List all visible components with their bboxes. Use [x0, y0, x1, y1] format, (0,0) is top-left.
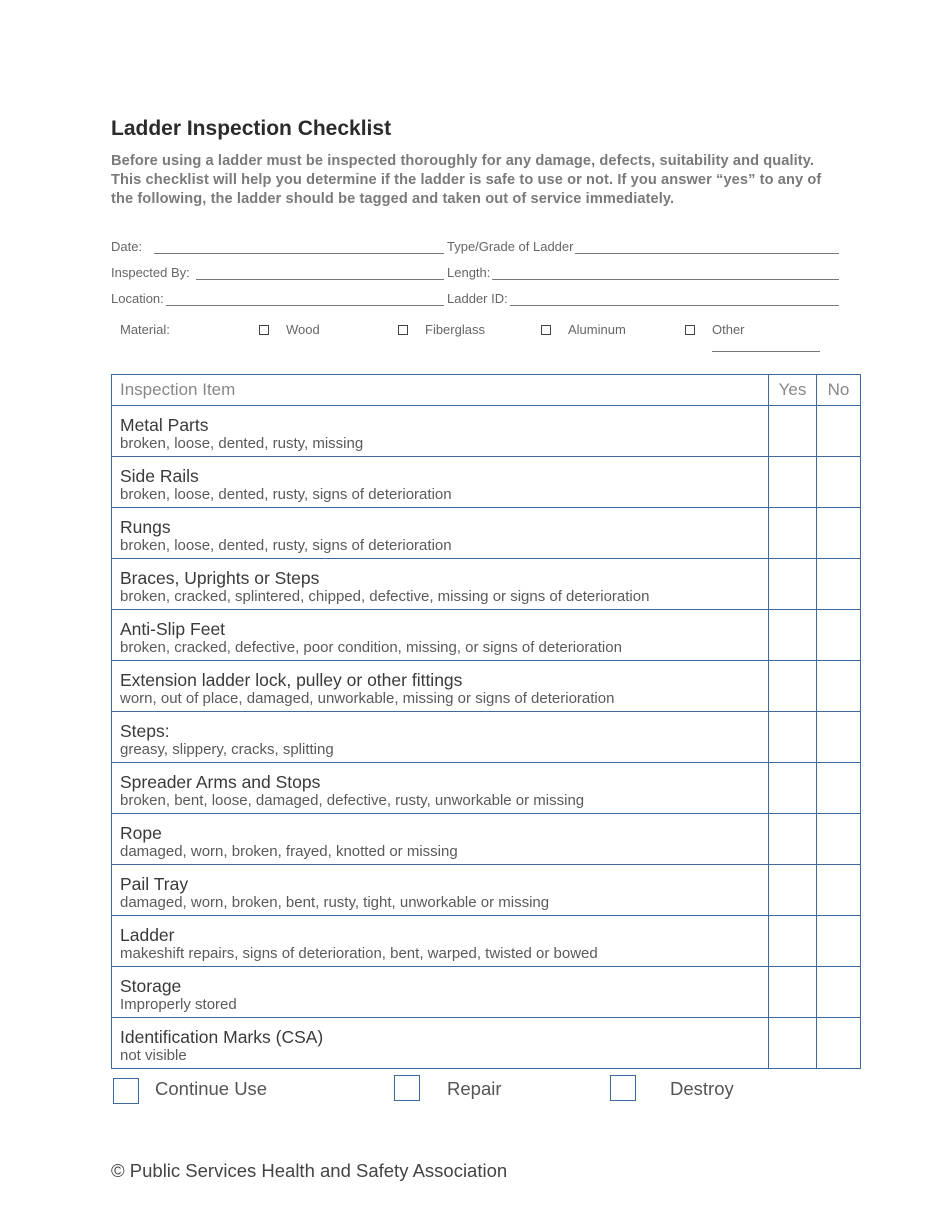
inspection-item-desc: damaged, worn, broken, frayed, knotted or missing	[120, 843, 458, 860]
inspection-item-desc: damaged, worn, broken, bent, rusty, tight, unworkable or missing	[120, 894, 550, 911]
no-cell[interactable]	[817, 763, 861, 814]
inspection-item-desc: broken, cracked, defective, poor condition, missing, or signs of deterioration	[120, 639, 622, 656]
no-cell[interactable]	[817, 712, 861, 763]
no-cell[interactable]	[817, 967, 861, 1018]
field-row-2	[111, 262, 839, 282]
inspection-item-name: Spreader Arms and Stops	[120, 772, 321, 792]
yes-cell[interactable]	[769, 457, 817, 508]
table-row	[112, 1018, 861, 1069]
yes-cell[interactable]	[769, 916, 817, 967]
date-field[interactable]	[111, 236, 444, 254]
location-label: Location:	[111, 291, 164, 306]
location-field[interactable]	[111, 288, 444, 306]
inspection-item-desc: makeshift repairs, signs of deterioration, bent, warped, twisted or bowed	[120, 945, 598, 962]
continue-use-label: Continue Use	[155, 1078, 268, 1099]
other-line[interactable]	[712, 351, 820, 352]
footer-copyright: © Public Services Health and Safety Association	[111, 1160, 508, 1181]
header-inspection-item: Inspection Item	[112, 375, 769, 406]
date-label: Date:	[111, 239, 143, 254]
fiberglass-checkbox[interactable]	[398, 325, 408, 335]
inspection-item-cell	[112, 865, 769, 916]
action-row	[113, 1075, 773, 1105]
inspection-item-name: Side Rails	[120, 466, 199, 486]
no-cell[interactable]	[817, 1018, 861, 1069]
inspection-item-name: Rungs	[120, 517, 171, 537]
yes-cell[interactable]	[769, 610, 817, 661]
table-row	[112, 610, 861, 661]
no-cell[interactable]	[817, 508, 861, 559]
table-header-row	[112, 375, 861, 406]
type-grade-label: Type/Grade of Ladder	[447, 239, 574, 254]
inspection-item-desc: not visible	[120, 1047, 187, 1064]
no-cell[interactable]	[817, 559, 861, 610]
type-grade-line[interactable]	[575, 239, 839, 254]
material-option-fiberglass[interactable]	[398, 322, 485, 337]
table-row	[112, 916, 861, 967]
table-row	[112, 457, 861, 508]
length-line[interactable]	[492, 265, 839, 280]
inspection-item-desc: broken, loose, dented, rusty, missing	[120, 435, 364, 452]
table-row	[112, 967, 861, 1018]
inspection-item-desc: greasy, slippery, cracks, splitting	[120, 741, 334, 758]
other-label: Other	[712, 322, 745, 337]
inspection-item-name: Rope	[120, 823, 162, 843]
inspection-item-cell	[112, 1018, 769, 1069]
inspection-item-name: Identification Marks (CSA)	[120, 1027, 324, 1047]
inspection-item-name: Metal Parts	[120, 415, 209, 435]
location-line[interactable]	[166, 291, 444, 306]
inspection-item-cell	[112, 712, 769, 763]
ladder-id-field[interactable]	[447, 288, 839, 306]
length-label: Length:	[447, 265, 491, 280]
fiberglass-label: Fiberglass	[425, 322, 485, 337]
destroy-label: Destroy	[670, 1078, 734, 1099]
no-cell[interactable]	[817, 916, 861, 967]
inspection-item-name: Pail Tray	[120, 874, 189, 894]
ladder-id-label: Ladder ID:	[447, 291, 508, 306]
aluminum-label: Aluminum	[568, 322, 626, 337]
inspection-item-desc: Improperly stored	[120, 996, 237, 1013]
other-checkbox[interactable]	[685, 325, 695, 335]
inspection-item-cell	[112, 559, 769, 610]
yes-cell[interactable]	[769, 814, 817, 865]
yes-cell[interactable]	[769, 763, 817, 814]
inspected-by-line[interactable]	[196, 265, 444, 280]
yes-cell[interactable]	[769, 967, 817, 1018]
inspection-item-cell	[112, 763, 769, 814]
repair-checkbox[interactable]	[394, 1075, 420, 1101]
destroy-checkbox[interactable]	[610, 1075, 636, 1101]
length-field[interactable]	[447, 262, 839, 280]
inspection-item-cell	[112, 406, 769, 457]
material-row	[120, 322, 840, 358]
inspected-by-field[interactable]	[111, 262, 444, 280]
material-option-aluminum[interactable]	[541, 322, 626, 337]
aluminum-checkbox[interactable]	[541, 325, 551, 335]
header-yes: Yes	[769, 375, 817, 406]
yes-cell[interactable]	[769, 406, 817, 457]
no-cell[interactable]	[817, 661, 861, 712]
material-option-wood[interactable]	[259, 322, 320, 337]
table-row	[112, 763, 861, 814]
table-row	[112, 508, 861, 559]
yes-cell[interactable]	[769, 661, 817, 712]
inspection-item-name: Storage	[120, 976, 182, 996]
inspection-item-name: Braces, Uprights or Steps	[120, 568, 320, 588]
wood-checkbox[interactable]	[259, 325, 269, 335]
yes-cell[interactable]	[769, 1018, 817, 1069]
no-cell[interactable]	[817, 610, 861, 661]
inspection-item-cell	[112, 508, 769, 559]
header-no: No	[817, 375, 861, 406]
type-grade-field[interactable]	[447, 236, 839, 254]
repair-label: Repair	[447, 1078, 502, 1099]
yes-cell[interactable]	[769, 865, 817, 916]
inspection-item-cell	[112, 814, 769, 865]
inspection-item-cell	[112, 661, 769, 712]
material-label: Material:	[120, 322, 170, 337]
inspection-item-name: Extension ladder lock, pulley or other fittings	[120, 670, 463, 690]
field-row-1	[111, 236, 839, 256]
wood-label: Wood	[286, 322, 320, 337]
table-row	[112, 865, 861, 916]
inspection-item-cell	[112, 967, 769, 1018]
yes-cell[interactable]	[769, 508, 817, 559]
page-title: Ladder Inspection Checklist	[111, 117, 392, 140]
ladder-id-line[interactable]	[510, 291, 839, 306]
inspection-item-name: Anti-Slip Feet	[120, 619, 226, 639]
inspection-item-desc: broken, loose, dented, rusty, signs of deterioration	[120, 537, 452, 554]
yes-cell[interactable]	[769, 559, 817, 610]
inspection-item-name: Steps:	[120, 721, 170, 741]
inspection-item-name: Ladder	[120, 925, 175, 945]
no-cell[interactable]	[817, 865, 861, 916]
table-row	[112, 406, 861, 457]
table-row	[112, 814, 861, 865]
no-cell[interactable]	[817, 406, 861, 457]
inspected-by-label: Inspected By:	[111, 265, 190, 280]
material-option-other[interactable]	[685, 322, 745, 337]
intro-text: Before using a ladder must be inspected thoroughly for any damage, defects, suitability and quality. This checklist will help you determine if the ladder is safe to use or not. If you answer “yes” to any of the following, the ladder should be tagged and taken out of service immediately.	[111, 153, 822, 207]
inspection-table	[111, 374, 861, 1069]
table-row	[112, 559, 861, 610]
inspection-item-cell	[112, 610, 769, 661]
inspection-item-cell	[112, 457, 769, 508]
yes-cell[interactable]	[769, 712, 817, 763]
table-row	[112, 661, 861, 712]
date-line[interactable]	[154, 239, 444, 254]
field-row-3	[111, 288, 839, 308]
inspection-item-desc: broken, bent, loose, damaged, defective, rusty, unworkable or missing	[120, 792, 585, 809]
inspection-item-desc: broken, loose, dented, rusty, signs of deterioration	[120, 486, 452, 503]
no-cell[interactable]	[817, 814, 861, 865]
no-cell[interactable]	[817, 457, 861, 508]
continue-use-checkbox[interactable]	[113, 1078, 139, 1104]
table-row	[112, 712, 861, 763]
inspection-item-desc: broken, cracked, splintered, chipped, defective, missing or signs of deterioration	[120, 588, 650, 605]
inspection-item-cell	[112, 916, 769, 967]
inspection-item-desc: worn, out of place, damaged, unworkable, missing or signs of deterioration	[120, 690, 615, 707]
